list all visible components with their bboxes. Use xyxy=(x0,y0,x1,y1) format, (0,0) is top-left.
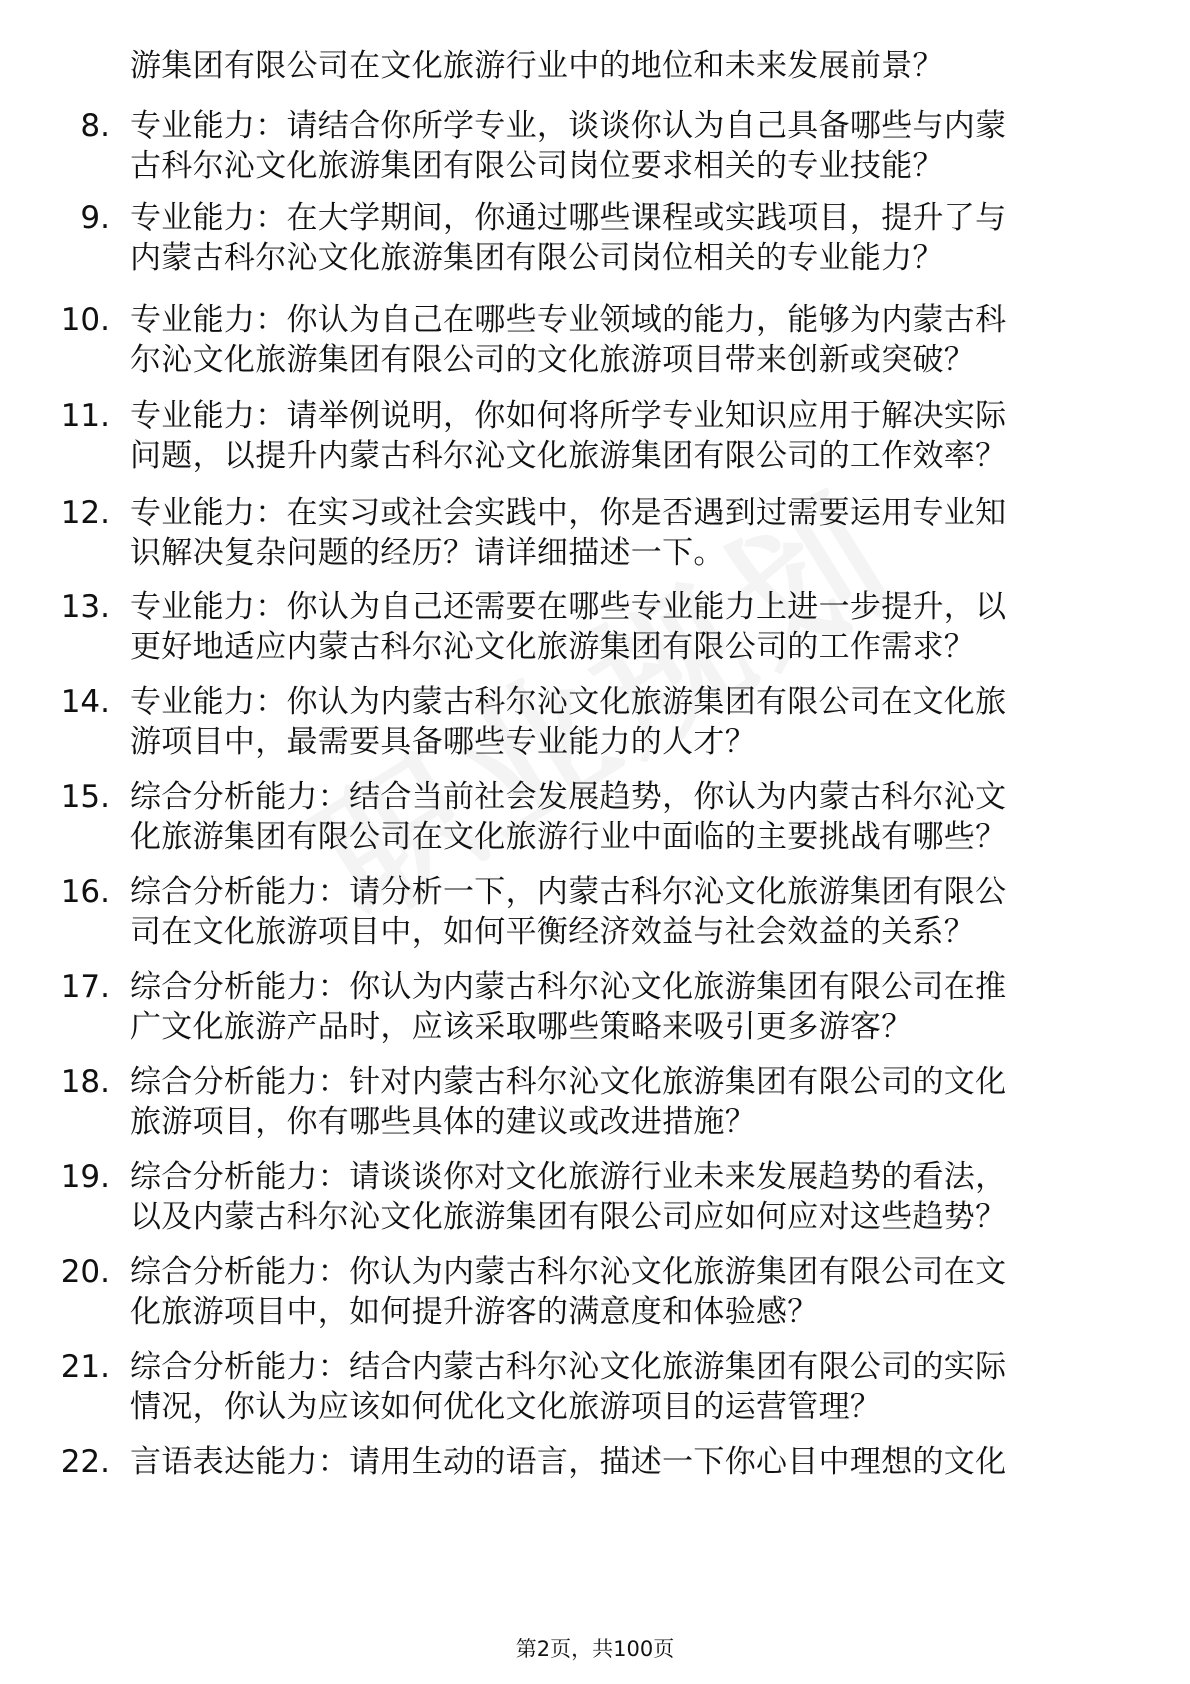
question-text: 专业能力：请举例说明，你如何将所学专业知识应用于解决实际 xyxy=(130,398,1007,434)
question-number: 22. xyxy=(60,1444,110,1480)
page-footer: 第2页，共100页 xyxy=(515,1637,675,1661)
question-number: 20. xyxy=(60,1254,110,1290)
question-number: 17. xyxy=(60,969,110,1005)
question-number: 12. xyxy=(60,495,110,531)
question-number: 21. xyxy=(60,1349,110,1385)
question-number: 9. xyxy=(80,200,110,236)
question-text: 古科尔沁文化旅游集团有限公司岗位要求相关的专业技能？ xyxy=(130,148,944,184)
question-text: 专业能力：你认为自己在哪些专业领域的能力，能够为内蒙古科 xyxy=(130,302,1007,338)
question-number: 11. xyxy=(60,398,110,434)
question-number: 13. xyxy=(60,589,110,625)
question-text: 言语表达能力：请用生动的语言，描述一下你心目中理想的文化 xyxy=(130,1444,1007,1480)
question-number: 14. xyxy=(60,684,110,720)
question-text: 综合分析能力：结合内蒙古科尔沁文化旅游集团有限公司的实际 xyxy=(130,1349,1007,1385)
question-text: 专业能力：在大学期间，你通过哪些课程或实践项目，提升了与 xyxy=(130,200,1007,236)
question-text: 情况，你认为应该如何优化文化旅游项目的运营管理？ xyxy=(130,1389,882,1425)
question-number: 16. xyxy=(60,874,110,910)
question-text: 专业能力：在实习或社会实践中，你是否遇到过需要运用专业知 xyxy=(130,495,1007,531)
question-text: 综合分析能力：结合当前社会发展趋势，你认为内蒙古科尔沁文 xyxy=(130,779,1007,815)
question-number: 8. xyxy=(80,108,110,144)
question-text: 广文化旅游产品时，应该采取哪些策略来吸引更多游客？ xyxy=(130,1009,913,1045)
question-text: 专业能力：你认为内蒙古科尔沁文化旅游集团有限公司在文化旅 xyxy=(130,684,1007,720)
question-text: 尔沁文化旅游集团有限公司的文化旅游项目带来创新或突破？ xyxy=(130,342,976,378)
question-text: 化旅游集团有限公司在文化旅游行业中面临的主要挑战有哪些？ xyxy=(130,819,1007,855)
question-text: 专业能力：请结合你所学专业，谈谈你认为自己具备哪些与内蒙 xyxy=(130,108,1007,144)
question-text: 内蒙古科尔沁文化旅游集团有限公司岗位相关的专业能力？ xyxy=(130,240,944,276)
question-text: 综合分析能力：针对内蒙古科尔沁文化旅游集团有限公司的文化 xyxy=(130,1064,1007,1100)
question-text: 综合分析能力：你认为内蒙古科尔沁文化旅游集团有限公司在文 xyxy=(130,1254,1007,1290)
continuation-text: 游集团有限公司在文化旅游行业中的地位和未来发展前景？ xyxy=(130,48,944,84)
question-text: 综合分析能力：你认为内蒙古科尔沁文化旅游集团有限公司在推 xyxy=(130,969,1007,1005)
question-text: 以及内蒙古科尔沁文化旅游集团有限公司应如何应对这些趋势？ xyxy=(130,1199,1007,1235)
question-number: 15. xyxy=(60,779,110,815)
question-text: 更好地适应内蒙古科尔沁文化旅游集团有限公司的工作需求？ xyxy=(130,629,976,665)
question-text: 司在文化旅游项目中，如何平衡经济效益与社会效益的关系？ xyxy=(130,914,976,950)
question-number: 10. xyxy=(60,302,110,338)
question-text: 旅游项目，你有哪些具体的建议或改进措施？ xyxy=(130,1104,756,1140)
question-text: 化旅游项目中，如何提升游客的满意度和体验感？ xyxy=(130,1294,819,1330)
question-number: 19. xyxy=(60,1159,110,1195)
question-text: 问题，以提升内蒙古科尔沁文化旅游集团有限公司的工作效率？ xyxy=(130,438,1007,474)
question-number: 18. xyxy=(60,1064,110,1100)
question-text: 综合分析能力：请谈谈你对文化旅游行业未来发展趋势的看法， xyxy=(130,1159,1007,1195)
question-text: 专业能力：你认为自己还需要在哪些专业能力上进一步提升，以 xyxy=(130,589,1007,625)
question-text: 游项目中，最需要具备哪些专业能力的人才？ xyxy=(130,724,756,760)
question-text: 综合分析能力：请分析一下，内蒙古科尔沁文化旅游集团有限公 xyxy=(130,874,1007,910)
question-text: 识解决复杂问题的经历？请详细描述一下。 xyxy=(130,535,725,571)
